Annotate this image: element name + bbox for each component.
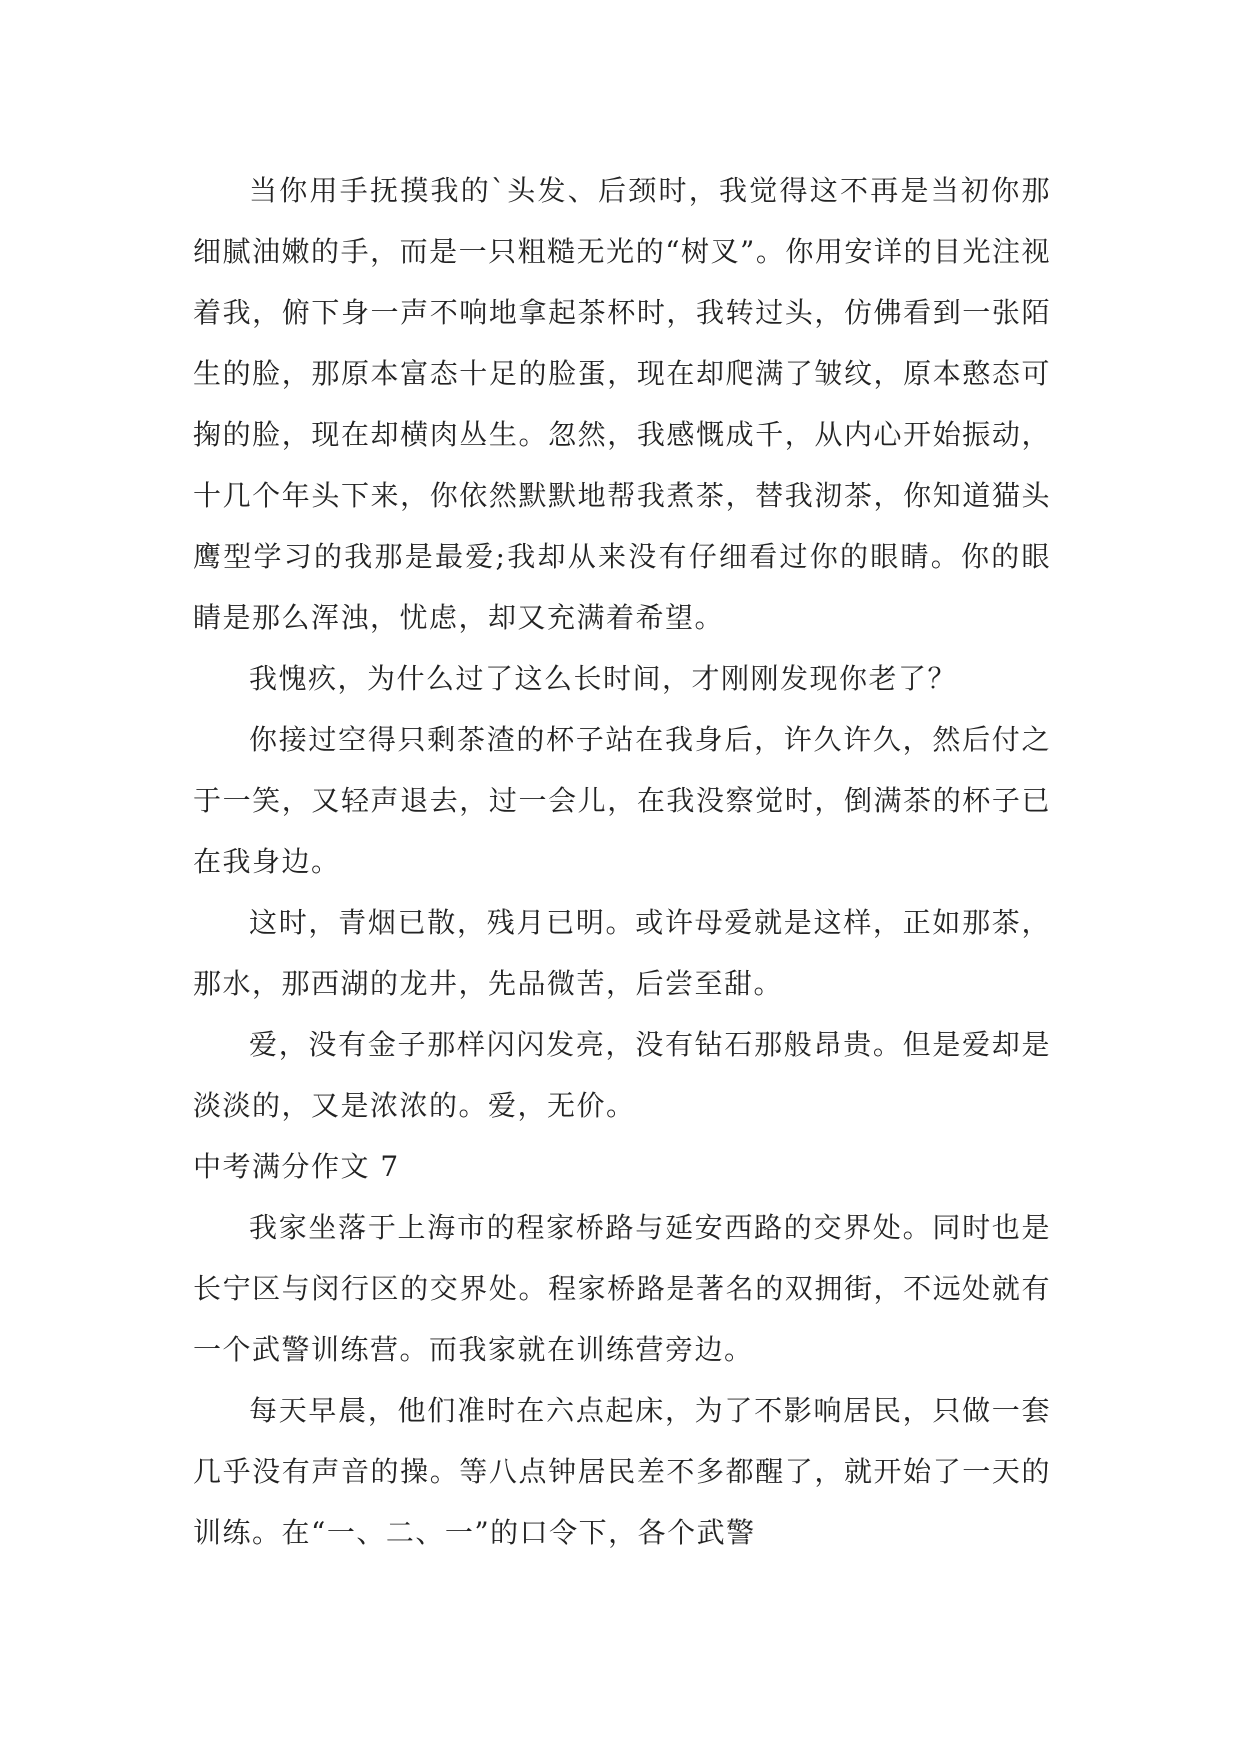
paragraph: 你接过空得只剩茶渣的杯子站在我身后，许久许久，然后付之于一笑，又轻声退去，过一会儿，在我没察觉时，倒满茶的杯子已在我身边。 (193, 723, 1051, 878)
paragraph: 这时，青烟已散，残月已明。或许母爱就是这样，正如那茶，那水，那西湖的龙井，先品微苦，后尝至甜。 (193, 906, 1051, 1000)
paragraph: 我愧疚，为什么过了这么长时间，才刚刚发现你老了？ (249, 662, 958, 695)
paragraph: 当你用手抚摸我的`头发、后颈时，我觉得这不再是当初你那细腻油嫩的手，而是一只粗糙无光的“树叉”。你用安详的目光注视着我，俯下身一声不响地拿起茶杯时，我转过头，仿佛看到一张陌生的脸，那原本富态十足的脸蛋，现在却爬满了皱纹，原本憨态可掬的脸，现在却横肉丛生。忽然，我感慨成千，从内心开始振动，十几个年头下来，你依然默默地帮我煮茶，替我沏茶，你知道猫头鹰型学习的我那是最爱;我却从来没有仔细看过你的眼睛。你的眼睛是那么浑浊，忧虑，却又充满着希望。 (193, 174, 1051, 634)
paragraph: 每天早晨，他们准时在六点起床，为了不影响居民，只做一套几乎没有声音的操。等八点钟居民差不多都醒了，就开始了一天的训练。在“一、二、一”的口令下，各个武警 (193, 1394, 1051, 1549)
paragraph: 爱，没有金子那样闪闪发亮，没有钻石那般昂贵。但是爱却是淡淡的，又是浓浓的。爱，无价。 (193, 1028, 1051, 1122)
paragraph: 我家坐落于上海市的程家桥路与延安西路的交界处。同时也是长宁区与闵行区的交界处。程家桥路是著名的双拥街，不远处就有一个武警训练营。而我家就在训练营旁边。 (193, 1211, 1051, 1366)
section-heading: 中考满分作文 7 (193, 1150, 400, 1183)
document-page (193, 160, 1051, 1563)
